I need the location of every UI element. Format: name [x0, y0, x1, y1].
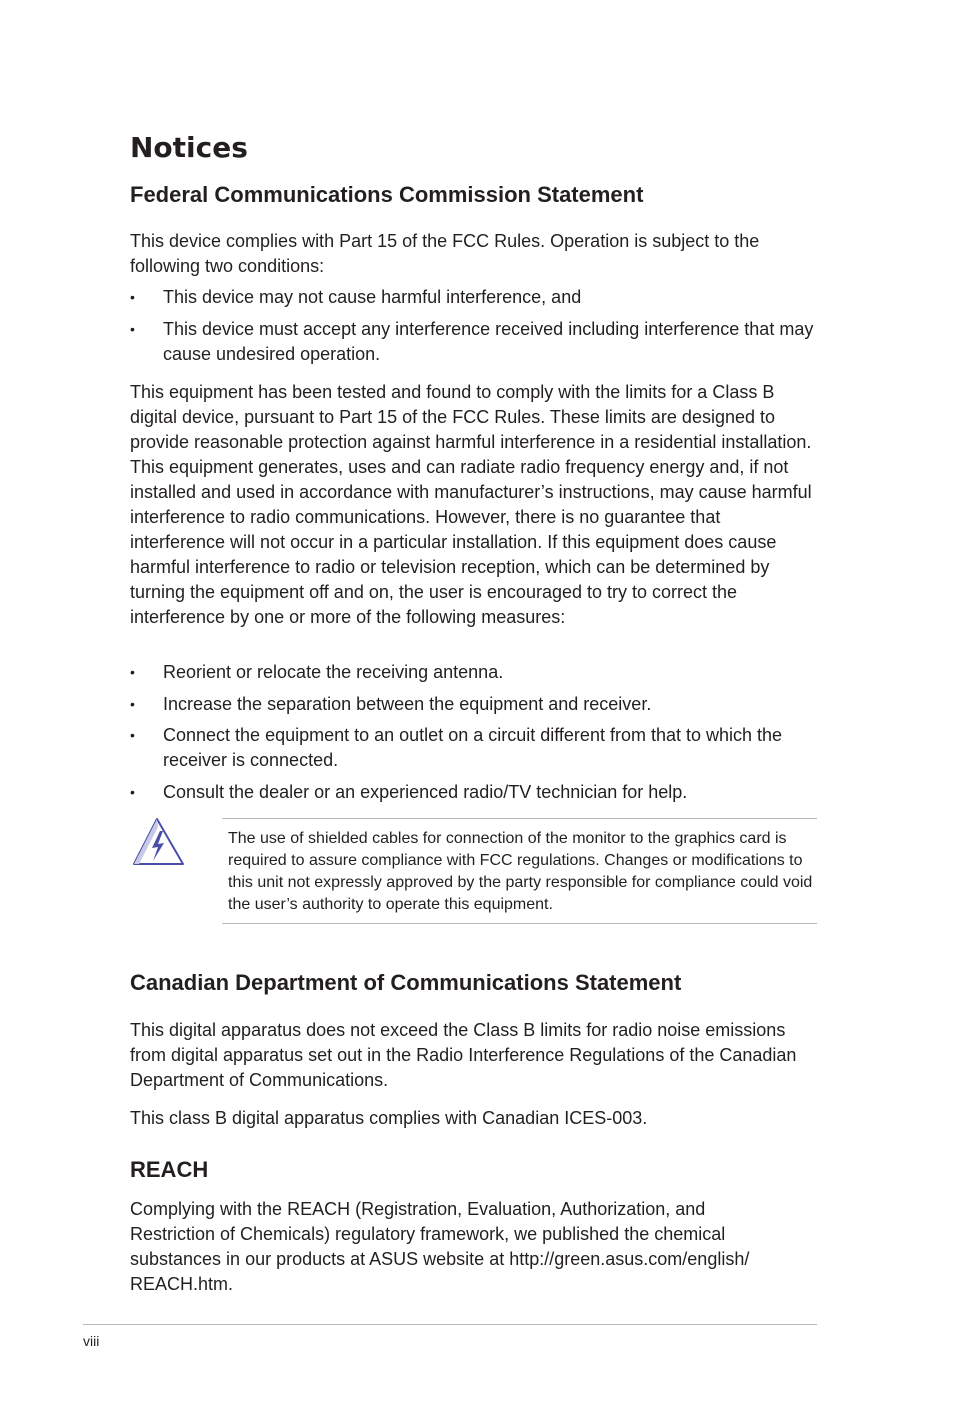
reach-heading: REACH: [130, 1157, 209, 1182]
canadian-paragraph-2: This class B digital apparatus complies with Canadian ICES-003.: [130, 1108, 648, 1128]
page-title: Notices: [130, 131, 248, 164]
bullet-icon: •: [130, 289, 135, 305]
warning-lightning-icon: [131, 816, 187, 868]
fcc-measure-text: Consult the dealer or an experienced radio/TV technician for help.: [163, 782, 688, 802]
fcc-measure-item: [130, 692, 820, 717]
fcc-note-box: [222, 818, 817, 924]
fcc-note-text: The use of shielded cables for connection of the monitor to the graphics card is required to assure compliance with FCC regulations. Changes or modifications to this unit not expressly approved by the party responsible for compliance could void the user’s authority to operate this equipment.: [228, 830, 813, 913]
bullet-icon: •: [130, 784, 135, 800]
fcc-intro: This device complies with Part 15 of the FCC Rules. Operation is subject to the following two conditions:: [130, 231, 760, 276]
page-number: viii: [83, 1333, 100, 1349]
fcc-measure-item: [130, 723, 820, 773]
fcc-condition-item: [130, 285, 820, 310]
fcc-condition-item: [130, 317, 820, 367]
fcc-condition-text: This device may not cause harmful interference, and: [163, 287, 582, 307]
bullet-icon: •: [130, 727, 135, 743]
fcc-measure-item: [130, 780, 820, 805]
footer-divider: [83, 1324, 817, 1325]
reach-paragraph: Complying with the REACH (Registration, Evaluation, Authorization, and Restriction of Chemicals) regulatory framework, we published the chemical substances in our products at ASUS website at http://green.asus.com/english/ REACH.htm.: [130, 1199, 750, 1294]
canadian-heading: Canadian Department of Communications Statement: [130, 970, 682, 995]
canadian-paragraph-1: This digital apparatus does not exceed the Class B limits for radio noise emissions from digital apparatus set out in the Radio Interference Regulations of the Canadian Department of Communications.: [130, 1020, 797, 1090]
fcc-measure-text: Increase the separation between the equipment and receiver.: [163, 694, 652, 714]
fcc-body: This equipment has been tested and found to comply with the limits for a Class B digital device, pursuant to Part 15 of the FCC Rules. These limits are designed to provide reasonable protection against harmful interference in a residential installation. This equipment generates, uses and can radiate radio frequency energy and, if not installed and used in accordance with manufacturer’s instructions, may cause harmful interference to radio communications. However, there is no guarantee that interference will not occur in a particular installation. If this equipment does cause harmful interference to radio or television reception, which can be determined by turning the equipment off and on, the user is encouraged to try to correct the interference by one or more of the following measures:: [130, 382, 812, 627]
bullet-icon: •: [130, 664, 135, 680]
bullet-icon: •: [130, 696, 135, 712]
fcc-condition-text: This device must accept any interference received including interference that may cause undesired operation.: [163, 319, 814, 364]
fcc-measure-text: Reorient or relocate the receiving antenna.: [163, 662, 504, 682]
fcc-heading: Federal Communications Commission Statement: [130, 182, 644, 207]
fcc-measure-text: Connect the equipment to an outlet on a circuit different from that to which the receiver is connected.: [163, 725, 783, 770]
bullet-icon: •: [130, 321, 135, 337]
fcc-measure-item: [130, 660, 820, 685]
